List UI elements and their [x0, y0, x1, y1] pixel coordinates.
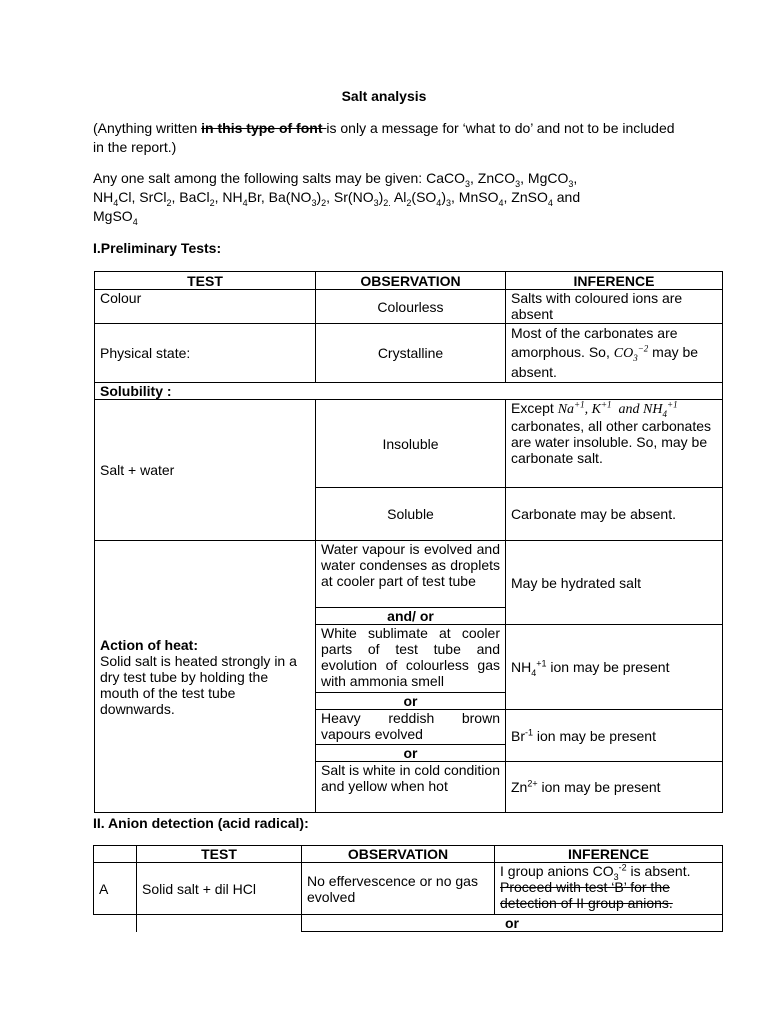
obs-white-sublimate: White sublimate at cooler parts of test tube and evolution of colourless gas with ammonia smell: [316, 625, 506, 693]
separator-and-or: and/ or: [316, 608, 506, 625]
separator-or: or: [316, 745, 506, 762]
obs-insoluble: Insoluble: [316, 400, 506, 488]
struck-instruction: Proceed with test ‘B’ for the detection of II group anions.: [500, 879, 673, 911]
inf-bromide: $Br^{-1}$ ion may be present: [506, 710, 723, 762]
header-observation: OBSERVATION: [302, 846, 495, 863]
solubility-label: Solubility :: [95, 383, 723, 400]
action-of-heat-title: Action of heat:: [100, 636, 198, 653]
inf-ammonium: $NH_4^{+1}$ ion may be present: [506, 625, 723, 710]
test-action-of-heat: Action of heat: Solid salt is heated strongly in a dry test tube by holding the mouth of the test tube downwards.: [95, 541, 316, 813]
table-header-row: [95, 272, 723, 290]
inf-soluble: Carbonate may be absent.: [506, 488, 723, 541]
table-row: [94, 863, 723, 915]
test-physical-state: Physical state:: [95, 324, 316, 383]
page-title: Salt analysis: [341, 88, 427, 104]
inf-colour: Salts with coloured ions are absent: [506, 290, 723, 324]
table-row: [95, 541, 723, 608]
instruction-note: (Anything written in this type of font is only a message for ‘what to do’ and not to be included in the report.): [93, 120, 675, 155]
anion-detection-table: [93, 845, 723, 932]
test-salt-water: Salt + water: [95, 400, 316, 541]
obs-white-yellow: Salt is white in cold condition and yellow when hot: [316, 762, 506, 813]
test-dil-hcl: Solid salt + dil HCl: [137, 863, 302, 915]
row-label-a: A: [94, 863, 137, 915]
section-anion-detection: II. Anion detection (acid radical):: [93, 815, 309, 831]
obs-reddish-brown: Heavy reddish brown vapours evolved: [316, 710, 506, 745]
separator-or: or: [302, 915, 723, 932]
obs-water-vapour: Water vapour is evolved and water condenses as droplets at cooler part of test tube: [316, 541, 506, 608]
inf-insoluble: Except $Na^{+1}$, $K^{+1}$ and $NH_4^{+1}$ carbonates, all other carbonates are water insoluble. So, may be carbonate salt.: [506, 400, 723, 488]
header-test: TEST: [95, 272, 316, 290]
header-observation: OBSERVATION: [316, 272, 506, 290]
test-colour: Colour: [95, 290, 316, 324]
table-row: [95, 400, 723, 488]
header-inference: INFERENCE: [506, 272, 723, 290]
header-test: TEST: [137, 846, 302, 863]
section-preliminary-tests: I.Preliminary Tests:: [93, 240, 222, 256]
table-row: [95, 324, 723, 383]
separator-or: or: [316, 693, 506, 710]
header-blank: [94, 846, 137, 863]
obs-crystalline: Crystalline: [316, 324, 506, 383]
obs-soluble: Soluble: [316, 488, 506, 541]
obs-no-effervescence: No effervescence or no gas evolved: [302, 863, 495, 915]
struck-text: in this type of font: [201, 120, 327, 136]
table-row: [95, 383, 723, 400]
header-inference: INFERENCE: [495, 846, 723, 863]
inf-zinc: $Zn^{2+}$ ion may be present: [506, 762, 723, 813]
inf-physical-state: Most of the carbonates are amorphous. So, $CO_3^{-2}$ may be absent.: [506, 324, 723, 383]
table-row: [95, 290, 723, 324]
obs-colourless: Colourless: [316, 290, 506, 324]
salts-list: Any one salt among the following salts may be given: CaCO$_3$, ZnCO$_3$, MgCO$_3$, $NH_4Cl$, SrCl$_2$, BaCl$_2$, $NH_4Br$, $Ba(NO_3)_2$, $Sr(NO_3)_{2.}$ $Al_2(SO_4)_3$, MnSO$_4$, ZnSO$_4$ and MgSO$_4$: [93, 170, 581, 227]
table-row: [94, 915, 723, 932]
preliminary-tests-table: [94, 271, 723, 813]
table-header-row: [94, 846, 723, 863]
inf-hydrated-salt: May be hydrated salt: [506, 541, 723, 625]
inf-group-one: I group anions $CO_3^{-2}$ is absent. Proceed with test ‘B’ for the detection of II group anions.: [495, 863, 723, 915]
